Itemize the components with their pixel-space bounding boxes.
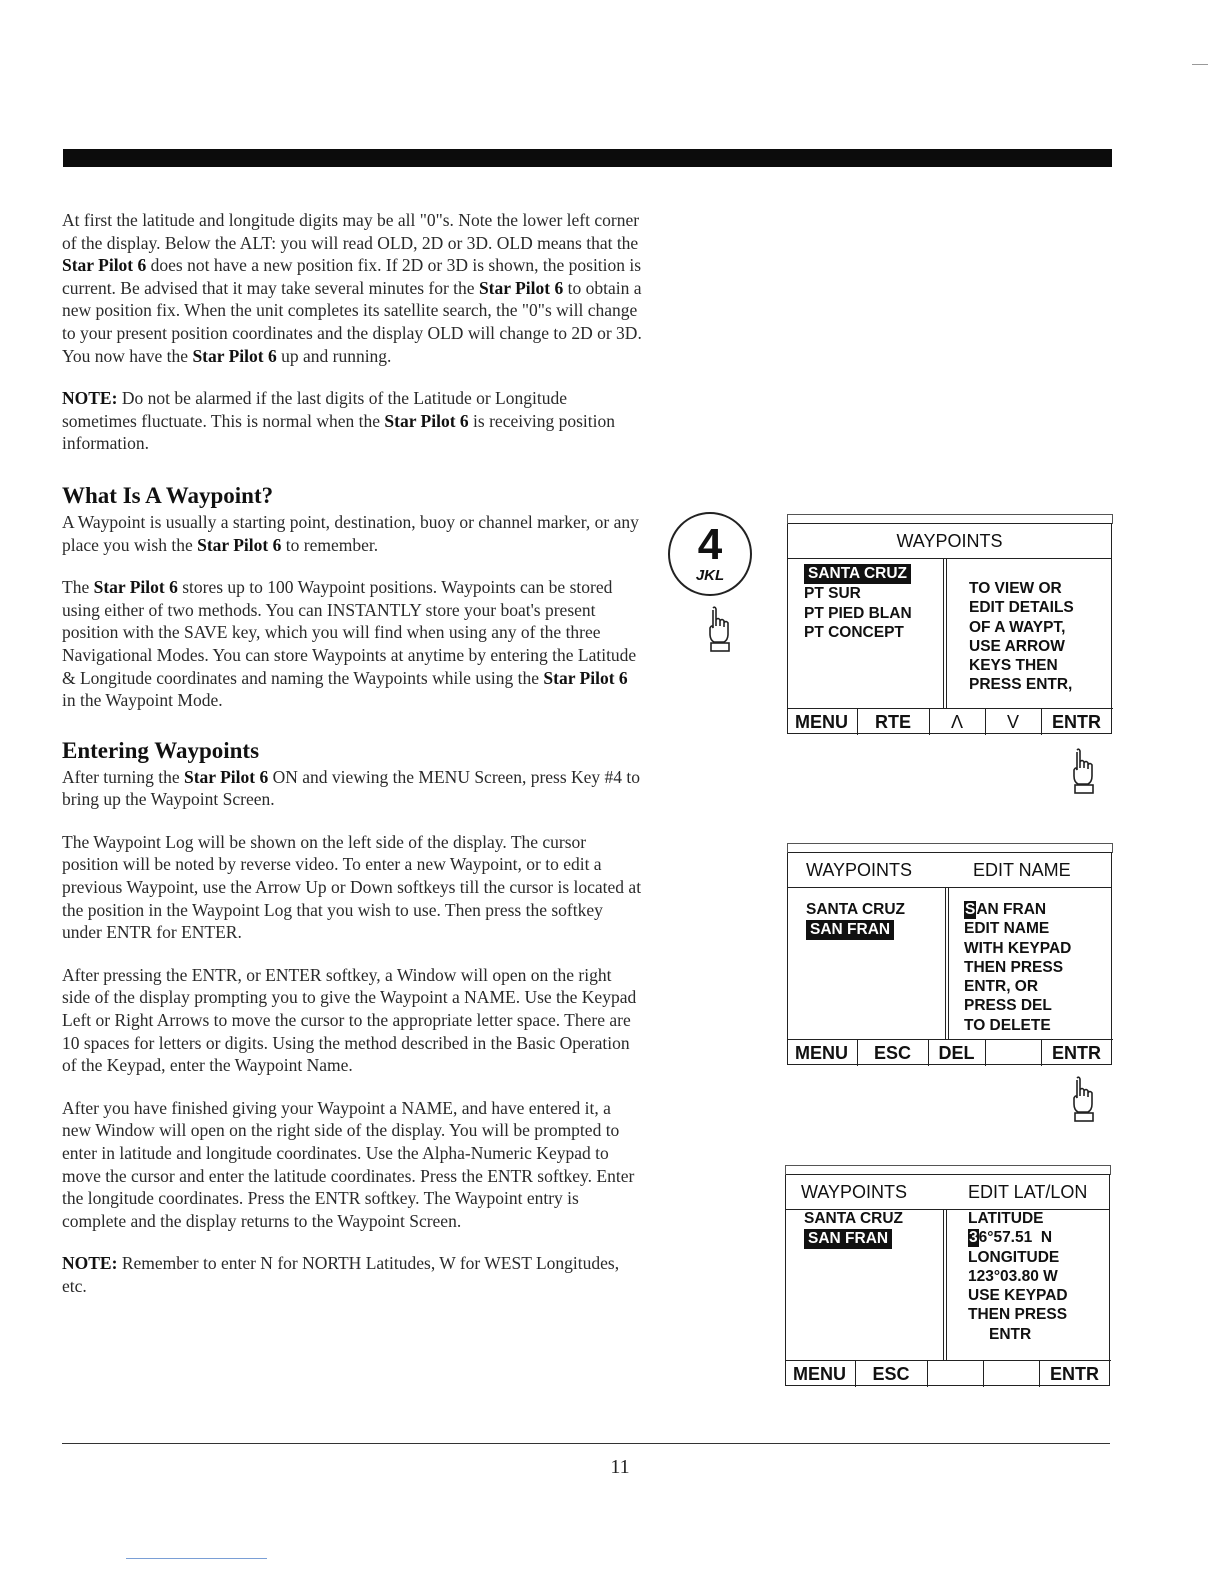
edit-name-screen [787,852,1112,1065]
softkey-row [787,708,1113,735]
softkey-blank[interactable] [986,1040,1042,1066]
softkey-entr[interactable]: ENTR [1050,1363,1099,1384]
waypoint-selected[interactable]: SAN FRAN [806,920,894,940]
softkey-down-arrow[interactable]: V [986,709,1042,735]
softkey-menu[interactable]: MENU [787,709,858,735]
edit-lat-lon-screen [785,1174,1110,1386]
key-letters: JKL [695,567,725,584]
latitude-input[interactable]: 6°57.51 N [978,1229,1053,1247]
softkey-del[interactable]: DEL [929,1040,986,1066]
pointing-hand-icon [704,606,734,652]
waypoint-log [806,900,905,940]
screen-title-bar [788,853,1111,888]
text-cursor[interactable]: S [965,901,976,918]
note-paragraph: NOTE: Do not be alarmed if the last digits of the Latitude or Longitude sometimes fluctuate. This is normal when the Star Pilot 6 is receiving position information. [62,388,615,454]
waypoint-selected[interactable]: SANTA CRUZ [804,564,911,584]
softkey-blank[interactable] [928,1361,984,1387]
softkey-menu[interactable]: MENU [785,1361,856,1387]
softkey-rte[interactable]: RTE [858,709,930,735]
waypoint-log [804,1209,903,1249]
page-number: 11 [610,1456,630,1478]
text-cursor[interactable]: 3 [969,1229,978,1247]
softkey-esc[interactable]: ESC [858,1040,929,1066]
softkey-up-arrow[interactable]: Λ [930,709,986,735]
intro-paragraph: At first the latitude and longitude digits may be all "0"s. Note the lower left corner of the display. Below the ALT: you will read OLD, 2D or 3D. OLD means that the Star Pilot 6 does not have a new position fix. If 2D or 3D is shown, the position is current. Be advised that it may take several minutes for the Star Pilot 6 to obtain a new position fix. When the unit completes its satellite search, the "0"s will change to your present position coordinates and the display OLD will change to 2D or 3D. You now have the Star Pilot 6 up and running. [62,210,642,366]
key-number: 4 [697,520,723,569]
scan-artifact-line [126,1558,267,1559]
window-title: EDIT LAT/LON [968,1182,1088,1202]
entering-paragraph-2: The Waypoint Log will be shown on the left side of the display. The cursor position will be noted by reverse video. To enter a new Waypoint, or to edit a previous Waypoint, use the Arrow Up or Down softkeys till the cursor is located at the position in the Waypoint Log that you wish to use. Then press the softkey under ENTR for ENTER. [62,831,642,943]
footer-rule [62,1443,1110,1444]
screen-title-bar [786,1175,1109,1210]
waypoint-item[interactable]: SANTA CRUZ [806,901,906,918]
name-input[interactable]: AN FRAN [976,901,1047,918]
longitude-label: LONGITUDE [968,1248,1060,1266]
softkey-blank[interactable] [984,1361,1040,1387]
softkey-esc[interactable]: ESC [856,1361,928,1387]
waypoints-screen [787,523,1112,734]
note-paragraph-2: NOTE: Remember to enter N for NORTH Latitudes, W for WEST Longitudes, etc. [62,1253,620,1296]
softkey-row [785,1360,1111,1387]
pointing-hand-icon [1068,748,1098,794]
window-title: EDIT NAME [973,860,1071,880]
help-text: TO VIEW OR EDIT DETAILS OF A WAYPT, USE ARROW KEYS THEN PRESS ENTR, [969,580,1074,694]
edit-name-window: SAN FRAN EDIT NAME WITH KEYPAD THEN PRESS ENTR, OR PRESS DEL TO DELETE [964,901,1072,1034]
softkey-entr[interactable]: ENTR [1052,1042,1101,1063]
screen-title: WAYPOINTS [788,524,1111,559]
entering-paragraph-3: After pressing the ENTR, or ENTER softkey, a Window will open on the right side of the display prompting you to give the Waypoint a NAME. Use the Keypad Left or Right Arrows to move the cursor to the appropriate letter space. There are 10 spaces for letters or digits. Using the method described in the Basic Operation of the Keypad, enter the Waypoint Name. [62,964,637,1076]
waypoint-selected[interactable]: SAN FRAN [804,1229,892,1249]
corner-mark [1192,64,1208,65]
screen-title: WAYPOINTS [801,1182,908,1202]
heading-entering-waypoints: Entering Waypoints [62,737,260,763]
waypoint-paragraph-1: A Waypoint is usually a starting point, destination, buoy or channel marker, or any place you wish the Star Pilot 6 to remember. [62,511,639,555]
screen-title: WAYPOINTS [806,860,913,880]
waypoint-item[interactable]: PT SUR [804,585,861,602]
softkey-row [787,1039,1113,1066]
header-bar [63,149,1112,167]
edit-lat-lon-window: LATITUDE 36°57.51 N LONGITUDE 123°03.80 W USE KEYPAD THEN PRESS ENTR [968,1210,1068,1343]
waypoint-item[interactable]: SANTA CRUZ [804,1210,904,1227]
waypoint-item[interactable]: PT CONCEPT [804,624,904,641]
entering-paragraph-1: After turning the Star Pilot 6 ON and viewing the MENU Screen, press Key #4 to bring up the Waypoint Screen. [62,766,641,810]
heading-what-is-waypoint: What Is A Waypoint? [62,482,274,508]
softkey-entr[interactable]: ENTR [1052,711,1101,732]
text-column [62,209,642,1318]
waypoint-log [804,564,912,643]
waypoint-item[interactable]: PT PIED BLAN [804,604,912,622]
latitude-label: LATITUDE [968,1210,1044,1227]
entering-paragraph-4: After you have finished giving your Waypoint a NAME, and have entered it, a new Window will open on the right side of the display. You will be prompted to enter in latitude and longitude coordinates. Use the Alpha-Numeric Keypad to move the cursor and enter the latitude coordinates. Press the ENTR softkey. Enter the longitude coordinates. Press the ENTR softkey. The Waypoint entry is complete and the display returns to the Waypoint Screen. [62,1097,635,1231]
pointing-hand-icon [1068,1076,1098,1122]
key-4-icon [668,512,752,596]
longitude-input[interactable]: 123°03.80 W [968,1267,1058,1285]
waypoint-paragraph-2: The Star Pilot 6 stores up to 100 Waypoint positions. Waypoints can be stored using either of two methods. You can INSTANTLY store your boat's present position with the SAVE key, which you will find when using any of the three Navigational Modes. You can store Waypoints at anytime by entering the Latitude & Longitude coordinates and naming the Waypoints while using the Star Pilot 6 in the Waypoint Mode. [62,577,637,711]
softkey-menu[interactable]: MENU [787,1040,858,1066]
